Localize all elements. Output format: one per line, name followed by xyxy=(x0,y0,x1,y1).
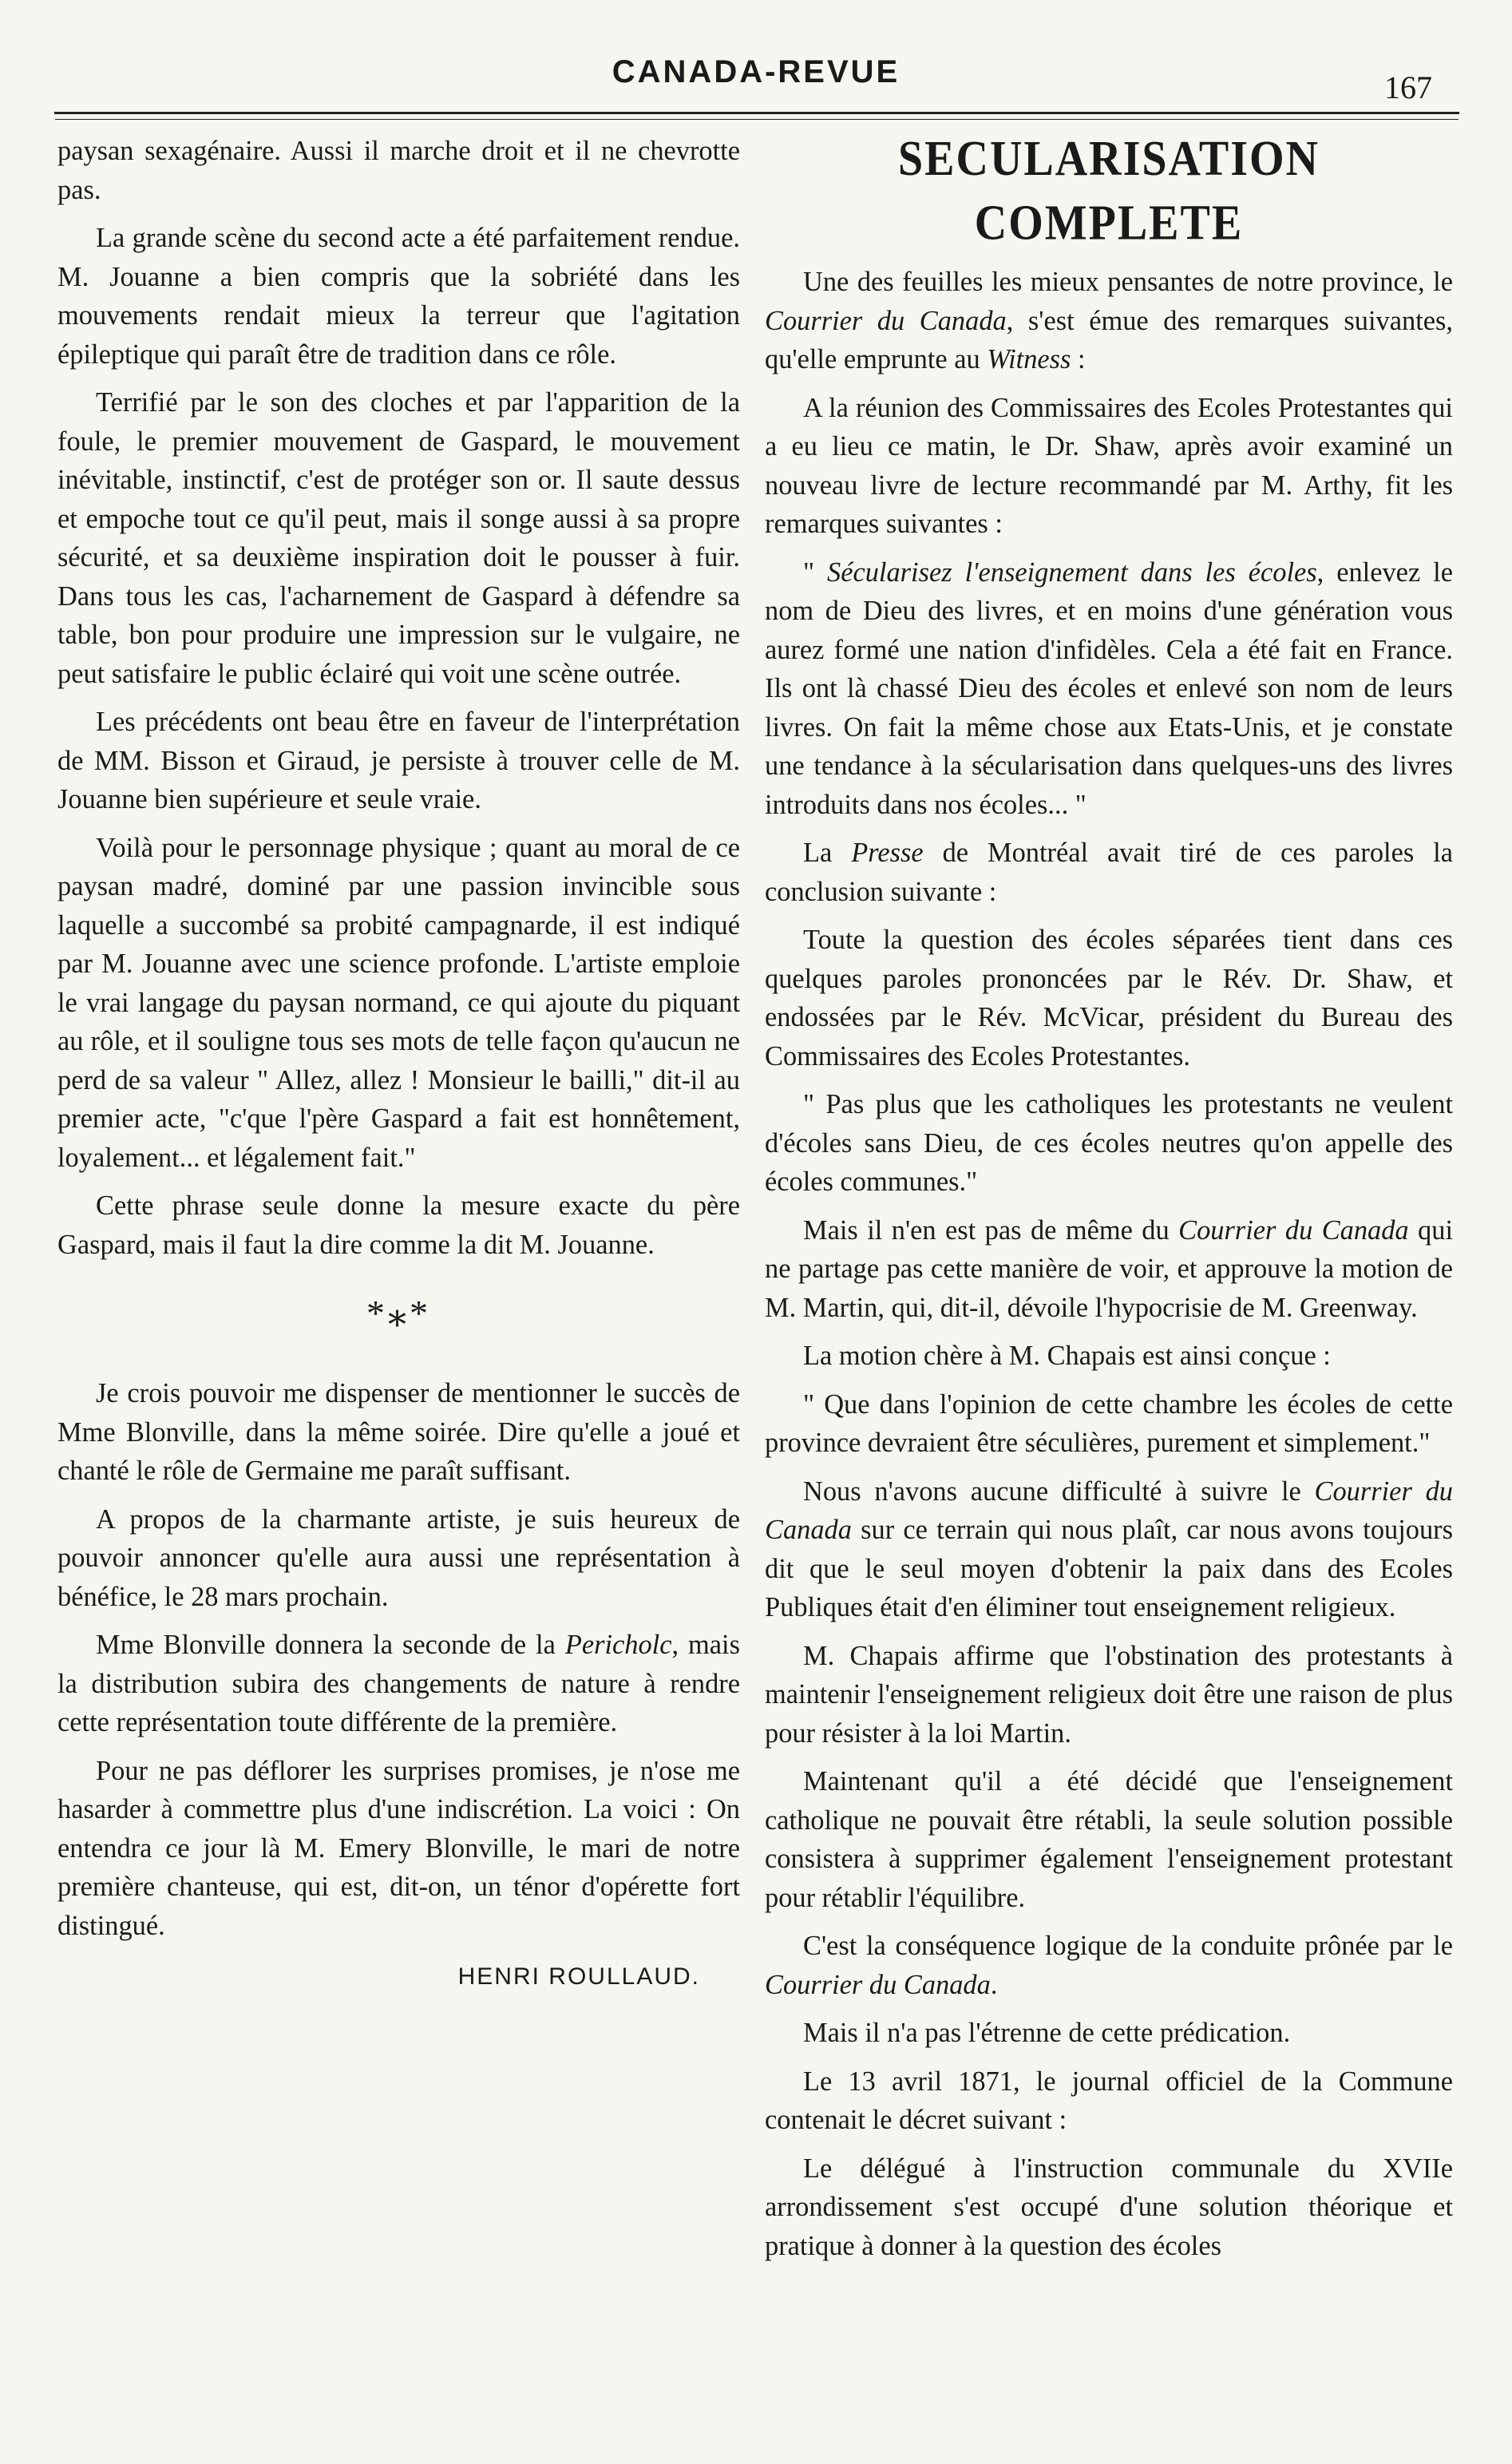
newspaper-name: Courrier du Canada xyxy=(765,1476,1453,1545)
text-run: Mme Blonville donnera la seconde de la xyxy=(96,1630,565,1660)
paragraph: paysan sexagénaire. Aussi il marche droit et il ne chevrotte pas. xyxy=(57,136,740,205)
text-run: Mais il n'en est pas de même du xyxy=(803,1214,1179,1246)
paragraph: La grande scène du second acte a été parfaitement rendue. M. Jouanne a bien compris que la sobriété dans les mouvements rendait mieux la terreur que l'agitation épileptique qui paraît être de tradition dans ce rôle. xyxy=(57,223,740,370)
text-run: " xyxy=(803,557,827,588)
paragraph: A propos de la charmante artiste, je suis heureux de pouvoir annoncer qu'elle aura aussi une représentation à bénéfice, le 28 mars prochain. xyxy=(57,1503,740,1612)
paragraph: La motion chère à M. Chapais est ainsi conçue : xyxy=(803,1341,1331,1371)
paragraph xyxy=(765,834,1453,911)
text-run: qui ne partage pas cette manière de voir, et approuve la motion de M. Martin, qui, dit-il, dévoile l'hypocrisie de M. Greenway. xyxy=(765,1214,1454,1323)
newspaper-name: Witness xyxy=(987,344,1071,374)
paragraph xyxy=(765,1211,1453,1328)
operetta-title: Pericholc xyxy=(564,1630,672,1660)
text-run: , mais la distribution subira des changements de nature à rendre cette représentation toute différente de la première. xyxy=(57,1630,740,1737)
text-run: . xyxy=(990,1969,998,2000)
text-run: Nous n'avons aucune difficulté à suivre le xyxy=(803,1476,1315,1507)
page-number: 167 xyxy=(1384,69,1432,105)
text-run: C'est la conséquence logique de la conduite prônée par le xyxy=(803,1931,1453,1961)
paragraph xyxy=(57,1626,740,1742)
paragraph: Toute la question des écoles séparées tient dans ces quelques paroles prononcées par le Rév. Dr. Shaw, et endossées par le Rév. McVicar, président du Bureau des Commissaires des Ecoles Protestantes. xyxy=(765,925,1453,1072)
paragraph: Maintenant qu'il a été décidé que l'enseignement catholique ne pouvait être rétabli, la seule solution possible consistera à supprimer également l'enseignement protestant pour rétablir l'équilibre. xyxy=(765,1766,1453,1913)
paragraph xyxy=(765,263,1453,379)
paragraph: Mais il n'a pas l'étrenne de cette prédication. xyxy=(803,2018,1291,2048)
paragraph: Terrifié par le son des cloches et par l'apparition de la foule, le premier mouvement de Gaspard, le mouvement inévitable, instinctif, c'est de protéger son or. Il saute dessus et empoche tout ce qu'il peut, mais il songe aussi à sa propre sécurité, et sa deuxième inspiration doit le pousser à fuir. Dans tous les cas, l'acharnement de Gaspard à défendre sa table, bon pour produire une impression sur le vulgaire, ne peut satisfaire le public éclairé qui voit une scène outrée. xyxy=(57,387,740,689)
quote-paragraph: " Que dans l'opinion de cette chambre les écoles de cette province devraient être séculières, purement et simplement." xyxy=(765,1388,1453,1458)
text-run: , enlevez le nom de Dieu des livres, et en moins d'une génération vous aurez formé une nation d'infidèles. Cela a été fait en France. Ils ont là chassé Dieu des écoles et enlevé son nom de leurs livres. On fait la même chose aux Etats-Unis, et je constate une tendance à la sécularisation dans quelques-uns des livres introduits dans nos écoles... " xyxy=(765,557,1453,820)
quoted-phrase: Sécularisez l'enseignement dans les écoles xyxy=(827,557,1317,588)
quote-paragraph xyxy=(765,553,1453,825)
paragraph: A la réunion des Commissaires des Ecoles Protestantes qui a eu lieu ce matin, le Dr. Shaw, après avoir examiné un nouveau livre de lecture recommandé par M. Arthy, fit les remarques suivantes : xyxy=(765,392,1453,539)
journal-name: CANADA-REVUE xyxy=(612,54,900,89)
left-column xyxy=(57,132,740,1997)
running-head xyxy=(0,46,1512,105)
text-run: sur ce terrain qui nous plaît, car nous avons toujours dit que le seul moyen d'obtenir la paix dans des Ecoles Publiques était d'en éliminer tout enseignement religieux. xyxy=(765,1515,1453,1622)
paragraph: Voilà pour le personnage physique ; quant au moral de ce paysan madré, dominé par une passion invincible sous laquelle a succombé sa probité campagnarde, il est indiqué par M. Jouanne avec une science profonde. L'artiste emploie le vrai langage du paysan normand, ce qui ajoute du piquant au rôle, et il souligne tous ses mots de telle façon qu'aucun ne perd de sa valeur " Allez, allez ! Monsieur le bailli," dit-il au premier acte, "c'que l'père Gaspard a fait est honnêtement, loyalement... et légalement fait." xyxy=(57,832,740,1173)
quote-paragraph: " Pas plus que les catholiques les protestants ne veulent d'écoles sans Dieu, de ces écoles neutres qu'on appelle des écoles communes." xyxy=(765,1089,1453,1197)
text-run: , s'est émue des remarques suivantes, qu'elle emprunte au xyxy=(765,305,1453,374)
newspaper-name: Presse xyxy=(851,838,924,868)
paragraph: Les précédents ont beau être en faveur de l'interprétation de MM. Bisson et Giraud, je persiste à trouver celle de M. Jouanne bien supérieure et seule vraie. xyxy=(57,707,740,814)
paragraph: Cette phrase seule donne la mesure exacte du père Gaspard, mais il faut la dire comme la dit M. Jouanne. xyxy=(57,1190,740,1260)
newspaper-name: Courrier du Canada xyxy=(1178,1214,1409,1246)
paragraph: M. Chapais affirme que l'obstination des protestants à maintenir l'enseignement religieux doit être une raison de plus pour résister à la loi Martin. xyxy=(765,1640,1453,1749)
author-signature: HENRI ROULLAUD. xyxy=(457,1963,700,1990)
quote-paragraph: Le délégué à l'instruction communale du XVIIe arrondissement s'est occupé d'une solution théorique et pratique à donner à la question des écoles xyxy=(765,2153,1453,2261)
newspaper-name: Courrier du Canada xyxy=(765,305,1007,336)
newspaper-name: Courrier du Canada xyxy=(765,1969,991,2000)
article-title: SECULARISATION COMPLETE xyxy=(898,130,1320,252)
text-run: : xyxy=(1071,344,1086,374)
header-rule xyxy=(54,112,1459,114)
paragraph xyxy=(765,1927,1453,2004)
paragraph: Je crois pouvoir me dispenser de mentionner le succès de Mme Blonville, dans la même soirée. Dire qu'elle a joué et chanté le rôle de Germaine me paraît suffisant. xyxy=(57,1378,740,1486)
text-run: La xyxy=(803,838,852,868)
paragraph: Pour ne pas déflorer les surprises promises, je n'ose me hasarder à commettre plus d'une indiscrétion. La voici : On entendra ce jour là M. Emery Blonville, le mari de notre première chanteuse, qui est, dit-on, un ténor d'opérette fort distingué. xyxy=(57,1755,740,1941)
paragraph: Le 13 avril 1871, le journal officiel de la Commune contenait le décret suivant : xyxy=(765,2066,1453,2135)
text-run: de Montréal avait tiré de ces paroles la conclusion suivante : xyxy=(765,838,1453,907)
right-column xyxy=(765,132,1453,2275)
paragraph xyxy=(765,1472,1453,1627)
text-run: Une des feuilles les mieux pensantes de notre province, le xyxy=(803,267,1453,297)
section-asterism: *⁎* xyxy=(366,1293,431,1333)
